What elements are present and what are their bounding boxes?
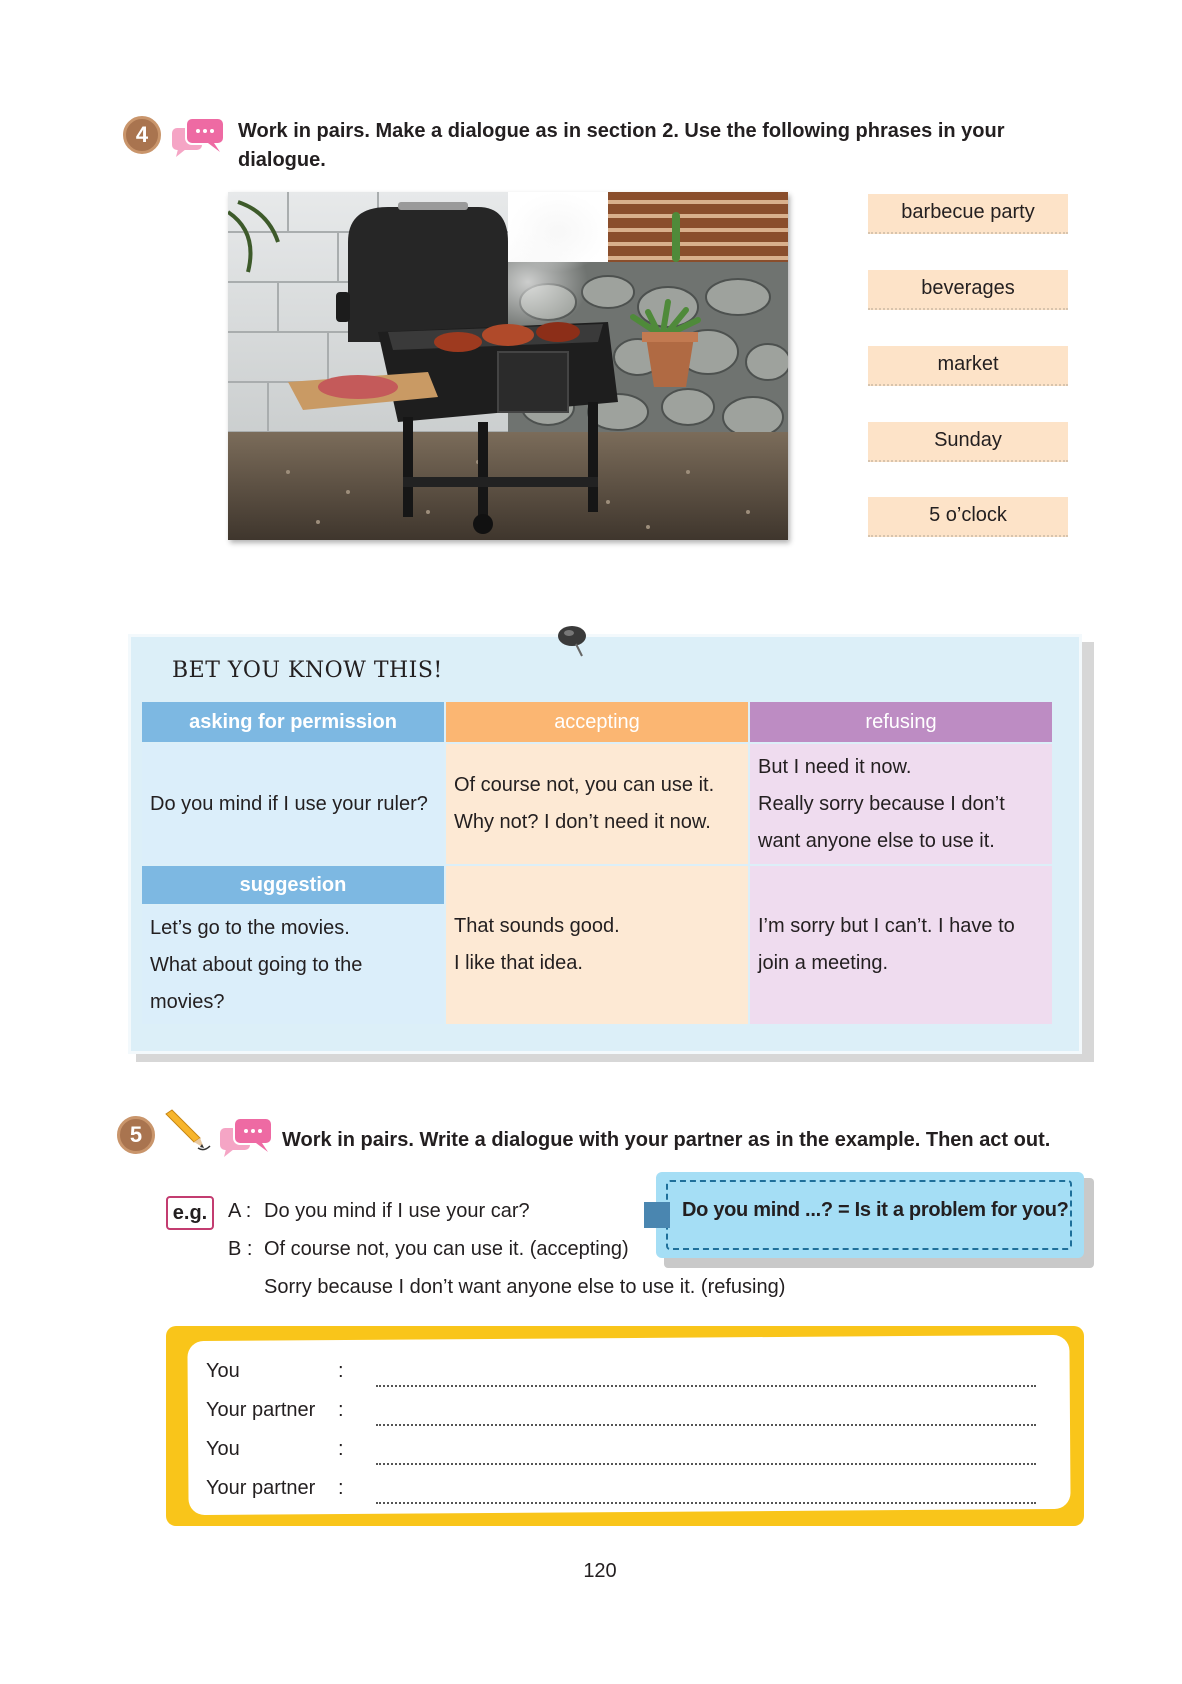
cell-text: I’m sorry but I can’t. I have to bbox=[758, 915, 1015, 937]
cell-text: Do you mind if I use your ruler? bbox=[150, 792, 428, 815]
exercise-4-instruction: Work in pairs. Make a dialogue as in section 2. Use the following phrases in your dialogue. bbox=[238, 120, 1005, 171]
cell-text: want anyone else to use it. bbox=[758, 829, 995, 852]
table-cell-accepting bbox=[446, 744, 748, 864]
example-line-b: Of course not, you can use it. (accepting) bbox=[264, 1238, 629, 1260]
cell-text: That sounds good. bbox=[454, 915, 620, 937]
note-text: Do you mind ...? = Is it a problem for you? bbox=[682, 1199, 1069, 1221]
speech-bubbles-icon bbox=[170, 116, 228, 158]
cell-text: What about going to the bbox=[150, 953, 363, 976]
cell-text: Why not? I don’t need it now. bbox=[454, 811, 711, 833]
worksheet-colon: : bbox=[338, 1477, 344, 1499]
table-cell-accepting bbox=[446, 866, 748, 1024]
phrase-tag: barbecue party bbox=[868, 194, 1068, 234]
pushpin-icon bbox=[556, 622, 592, 658]
example-line-a: Do you mind if I use your car? bbox=[264, 1200, 530, 1222]
header-refusing: refusing bbox=[750, 702, 1052, 742]
barbecue-grill-photo bbox=[228, 192, 788, 540]
worksheet-colon: : bbox=[338, 1360, 344, 1382]
worksheet-speaker: You bbox=[206, 1438, 240, 1460]
cell-text: join a meeting. bbox=[758, 952, 889, 974]
phrase-tag: 5 o’clock bbox=[868, 497, 1068, 537]
answer-line[interactable] bbox=[376, 1486, 1036, 1504]
worksheet-speaker: Your partner bbox=[206, 1399, 316, 1421]
cell-text: But I need it now. bbox=[758, 755, 912, 778]
cell-text: I like that idea. bbox=[454, 952, 583, 974]
table-cell-asking bbox=[142, 744, 444, 864]
cell-text: movies? bbox=[150, 990, 225, 1013]
cell-text: Let’s go to the movies. bbox=[150, 916, 350, 939]
header-suggestion: suggestion bbox=[142, 866, 444, 904]
worksheet-speaker: You bbox=[206, 1360, 240, 1382]
page-number: 120 bbox=[583, 1560, 617, 1582]
speech-bubbles-icon bbox=[218, 1116, 276, 1158]
header-asking-for-permission: asking for permission bbox=[142, 702, 444, 742]
worksheet-speaker: Your partner bbox=[206, 1477, 316, 1499]
worksheet-colon: : bbox=[338, 1438, 344, 1460]
cell-text: Of course not, you can use it. bbox=[454, 774, 715, 796]
pencil-icon bbox=[162, 1108, 212, 1152]
note-tab bbox=[644, 1202, 670, 1228]
phrase-tag: beverages bbox=[868, 270, 1068, 310]
speaker-label: B : bbox=[228, 1238, 253, 1260]
cell-text: Really sorry because I don’t bbox=[758, 792, 1005, 815]
header-accepting: accepting bbox=[446, 702, 748, 742]
worksheet-colon: : bbox=[338, 1399, 344, 1421]
info-box-title: BET YOU KNOW THIS! bbox=[172, 658, 443, 683]
example-badge: e.g. bbox=[166, 1196, 214, 1230]
table-cell-refusing bbox=[750, 866, 1052, 1024]
table-cell-refusing bbox=[750, 744, 1052, 864]
table-cell-suggestion bbox=[142, 906, 444, 1024]
answer-line[interactable] bbox=[376, 1447, 1036, 1465]
exercise-number-badge: 5 bbox=[117, 1116, 155, 1154]
exercise-5-instruction: Work in pairs. Write a dialogue with your partner as in the example. Then act out. bbox=[282, 1129, 1051, 1151]
phrase-tag: Sunday bbox=[868, 422, 1068, 462]
exercise-number-badge: 4 bbox=[123, 116, 161, 154]
answer-line[interactable] bbox=[376, 1408, 1036, 1426]
phrase-tag: market bbox=[868, 346, 1068, 386]
example-line-b2: Sorry because I don’t want anyone else to use it. (refusing) bbox=[264, 1276, 786, 1298]
answer-line[interactable] bbox=[376, 1369, 1036, 1387]
speaker-label: A : bbox=[228, 1200, 252, 1222]
